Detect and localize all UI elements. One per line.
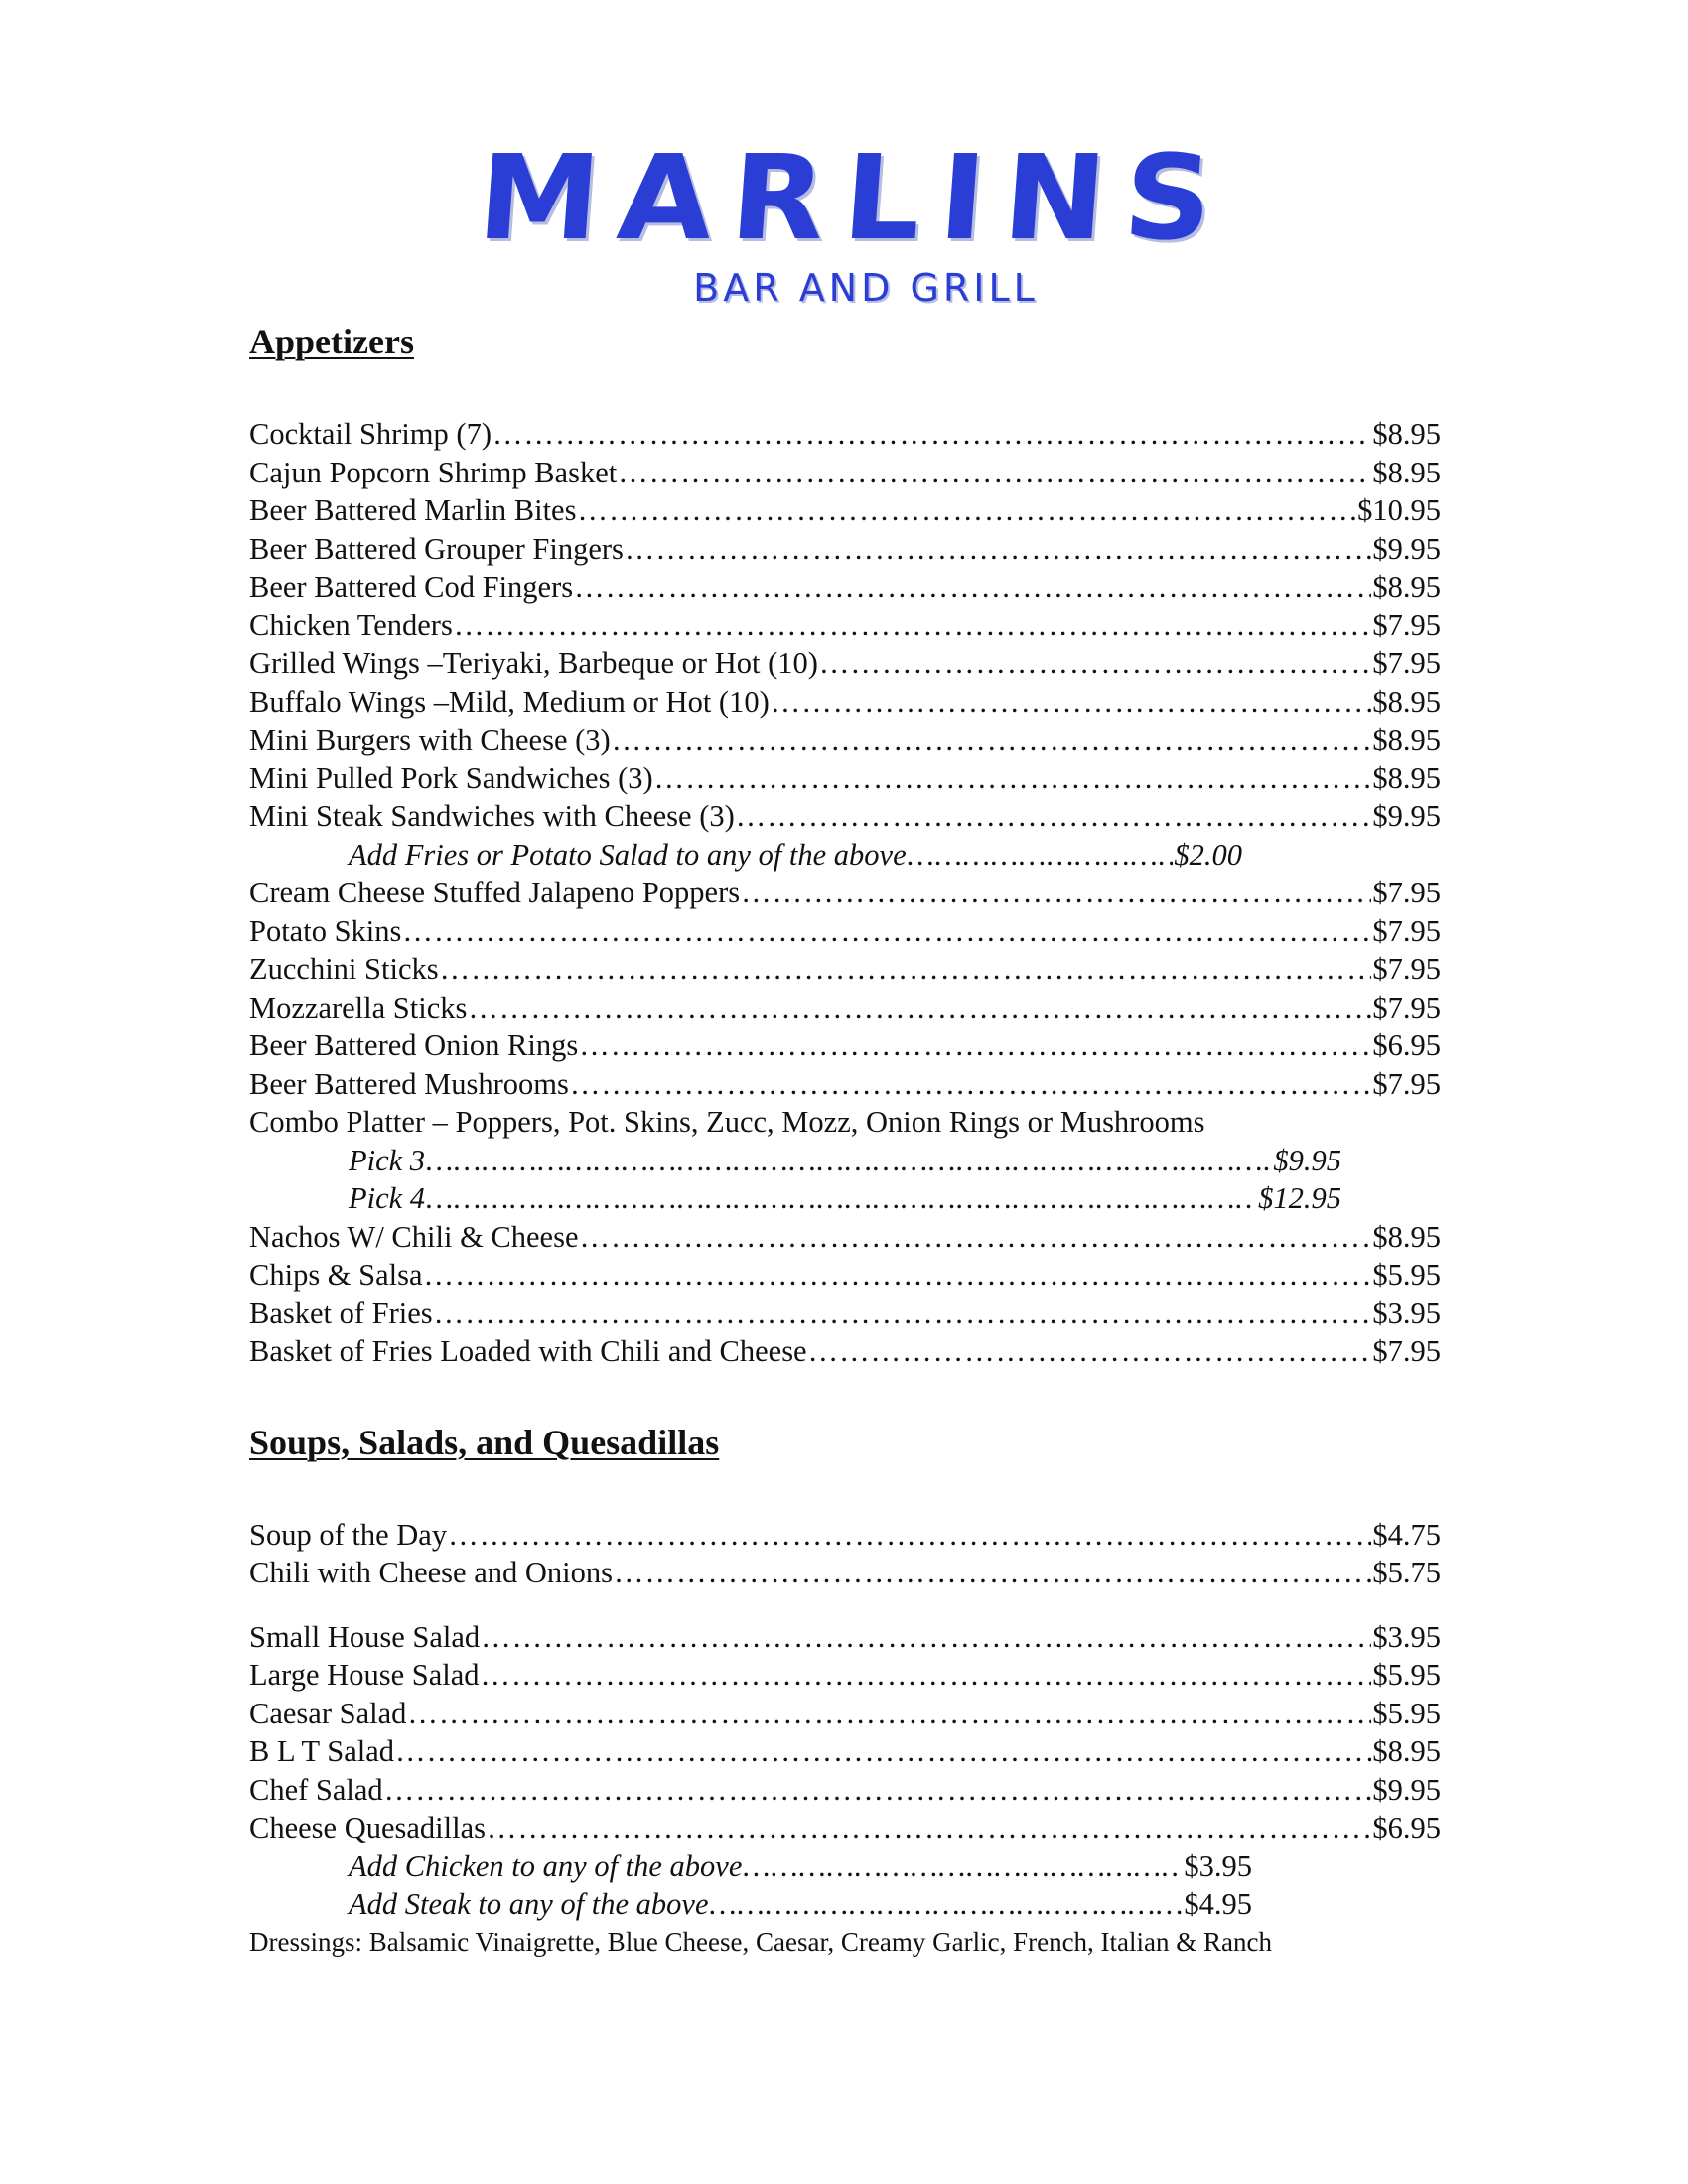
menu-item	[249, 1295, 1441, 1333]
dot-leader	[579, 1026, 1371, 1065]
menu-item	[249, 797, 1441, 836]
item-name: Small House Salad	[249, 1619, 481, 1654]
dot-leader	[574, 568, 1371, 607]
dot-leader	[426, 1179, 1257, 1218]
section-title-appetizers: Appetizers	[249, 322, 414, 361]
addon-price: $3.95	[1184, 1848, 1252, 1883]
dot-leader	[580, 1218, 1372, 1257]
item-name: Basket of Fries	[249, 1296, 433, 1330]
menu-item	[249, 491, 1441, 530]
item-name: Cajun Popcorn Shrimp Basket	[249, 455, 618, 489]
item-price: $4.75	[1372, 1517, 1441, 1552]
item-name: Chili with Cheese and Onions	[249, 1556, 613, 1589]
dot-leader	[577, 491, 1356, 530]
dot-leader	[407, 1695, 1371, 1733]
menu-item	[249, 683, 1441, 722]
menu-item	[249, 1732, 1441, 1771]
item-price: $9.95	[1372, 531, 1441, 566]
item-name: Beer Battered Cod Fingers	[249, 570, 574, 604]
menu-item	[249, 607, 1441, 645]
dot-leader	[743, 1847, 1183, 1886]
dot-leader	[614, 1554, 1371, 1592]
addon-item	[249, 1885, 1252, 1924]
item-price: $8.95	[1372, 760, 1441, 795]
menu-item	[249, 1332, 1441, 1371]
dot-leader	[384, 1771, 1372, 1810]
menu-item	[249, 1695, 1441, 1733]
menu-item	[249, 1809, 1441, 1847]
item-price: $8.95	[1372, 570, 1441, 604]
addon-name: Add Chicken to any of the above	[349, 1848, 743, 1883]
item-price: $9.95	[1372, 799, 1441, 833]
dot-leader	[654, 759, 1372, 798]
addon-price: $4.95	[1184, 1887, 1252, 1921]
item-name: Beer Battered Onion Rings	[249, 1028, 579, 1062]
item-price: $5.95	[1372, 1696, 1441, 1730]
item-price: $7.95	[1372, 990, 1441, 1024]
item-name: Buffalo Wings –Mild, Medium or Hot (10)	[249, 684, 770, 719]
addon-item	[249, 1847, 1252, 1886]
dot-leader	[741, 874, 1371, 912]
dot-leader	[448, 1516, 1371, 1555]
dot-leader	[908, 836, 1174, 875]
addon-name: Add Fries or Potato Salad to any of the above	[349, 837, 907, 872]
menu-item	[249, 950, 1441, 989]
menu-item	[249, 644, 1441, 683]
addon-price: $2.00	[1174, 837, 1242, 872]
combo-option	[249, 1142, 1341, 1180]
menu-item	[249, 1218, 1441, 1257]
item-price: $7.95	[1372, 1334, 1441, 1368]
dot-leader	[618, 454, 1371, 492]
item-name: Mini Steak Sandwiches with Cheese (3)	[249, 799, 735, 833]
menu-item	[249, 568, 1441, 607]
item-name: Zucchini Sticks	[249, 952, 439, 986]
item-name: Nachos W/ Chili & Cheese	[249, 1219, 579, 1254]
dot-leader	[771, 683, 1372, 722]
item-name: Large House Salad	[249, 1658, 480, 1692]
logo-subtitle: BAR AND GRILL	[693, 266, 1039, 310]
dot-leader	[440, 950, 1372, 989]
dot-leader	[625, 530, 1371, 569]
item-name: Beer Battered Mushrooms	[249, 1066, 569, 1101]
menu-content	[249, 320, 1441, 1960]
item-price: $6.95	[1372, 1811, 1441, 1844]
dot-leader	[808, 1332, 1372, 1371]
menu-item	[249, 454, 1441, 492]
item-name: B L T Salad	[249, 1734, 395, 1768]
item-price: $7.95	[1372, 913, 1441, 948]
menu-item	[249, 759, 1441, 798]
item-price: $5.95	[1372, 1258, 1441, 1292]
item-price: $7.95	[1372, 608, 1441, 642]
combo-option-price: $9.95	[1273, 1143, 1341, 1177]
soups-list	[249, 1516, 1441, 1592]
menu-item	[249, 530, 1441, 569]
item-name: Mini Pulled Pork Sandwiches (3)	[249, 760, 653, 795]
item-price: $6.95	[1372, 1028, 1441, 1062]
logo	[0, 129, 1688, 310]
dot-leader	[612, 721, 1372, 759]
item-name: Cream Cheese Stuffed Jalapeno Poppers	[249, 876, 741, 909]
dot-leader	[434, 1295, 1372, 1333]
menu-item	[249, 874, 1441, 912]
combo-option-name: Pick 4	[349, 1181, 426, 1215]
menu-item	[249, 1256, 1441, 1295]
item-name: Cheese Quesadillas	[249, 1811, 486, 1844]
item-price: $7.95	[1372, 646, 1441, 680]
menu-item	[249, 1771, 1441, 1810]
addon-item	[249, 836, 1242, 875]
menu-item	[249, 1618, 1441, 1657]
menu-item	[249, 721, 1441, 759]
item-name: Beer Battered Grouper Fingers	[249, 531, 624, 566]
salads-list	[249, 1618, 1441, 1924]
dot-leader	[468, 989, 1371, 1027]
item-price: $7.95	[1372, 952, 1441, 986]
item-price: $8.95	[1372, 417, 1441, 451]
dot-leader	[710, 1885, 1184, 1924]
dot-leader	[736, 797, 1372, 836]
dot-leader	[570, 1065, 1372, 1104]
item-price: $3.95	[1372, 1296, 1441, 1330]
item-price: $5.95	[1372, 1658, 1441, 1692]
item-price: $3.95	[1372, 1619, 1441, 1654]
item-price: $8.95	[1372, 1219, 1441, 1254]
item-name: Mozzarella Sticks	[249, 990, 468, 1024]
menu-item	[249, 989, 1441, 1027]
item-name: Potato Skins	[249, 913, 402, 948]
dressings-note: Dressings: Balsamic Vinaigrette, Blue Cheese, Caesar, Creamy Garlic, French, Italian & Ranch	[249, 1926, 1272, 1957]
item-price: $9.95	[1372, 1772, 1441, 1807]
item-name: Chef Salad	[249, 1772, 383, 1807]
logo-title: MARLINS	[473, 129, 1236, 266]
menu-item	[249, 1656, 1441, 1695]
combo-option-name: Pick 3	[349, 1143, 426, 1177]
item-price: $8.95	[1372, 1734, 1441, 1768]
item-price: $8.95	[1372, 723, 1441, 756]
item-name: Mini Burgers with Cheese (3)	[249, 723, 611, 756]
item-name: Basket of Fries Loaded with Chili and Cheese	[249, 1334, 807, 1368]
dot-leader	[454, 607, 1372, 645]
dot-leader	[819, 644, 1371, 683]
combo-platter	[249, 1103, 1441, 1142]
menu-item	[249, 1065, 1441, 1104]
combo-name: Combo Platter – Poppers, Pot. Skins, Zucc, Mozz, Onion Rings or Mushrooms	[249, 1105, 1205, 1139]
dot-leader	[402, 912, 1371, 951]
menu-item	[249, 1516, 1441, 1555]
appetizers-list	[249, 415, 1441, 1371]
section-title-soups-salads: Soups, Salads, and Quesadillas	[249, 1422, 720, 1462]
dot-leader	[481, 1618, 1371, 1657]
item-name: Cocktail Shrimp (7)	[249, 417, 492, 451]
item-name: Caesar Salad	[249, 1696, 407, 1730]
dot-leader	[395, 1732, 1371, 1771]
item-price: $10.95	[1357, 493, 1441, 527]
dot-leader	[492, 415, 1371, 454]
item-price: $7.95	[1372, 876, 1441, 909]
combo-option	[249, 1179, 1341, 1218]
menu-item	[249, 912, 1441, 951]
addon-name: Add Steak to any of the above	[349, 1887, 709, 1921]
item-price: $7.95	[1372, 1066, 1441, 1101]
menu-item	[249, 1554, 1441, 1592]
item-name: Chips & Salsa	[249, 1258, 423, 1292]
menu-item	[249, 415, 1441, 454]
item-price: $8.95	[1372, 684, 1441, 719]
item-price: $5.75	[1372, 1556, 1441, 1589]
dot-leader	[424, 1256, 1372, 1295]
dot-leader	[426, 1142, 1272, 1180]
item-price: $8.95	[1372, 455, 1441, 489]
combo-option-price: $12.95	[1258, 1181, 1341, 1215]
dot-leader	[487, 1809, 1371, 1847]
item-name: Chicken Tenders	[249, 608, 453, 642]
item-name: Soup of the Day	[249, 1517, 448, 1552]
dot-leader	[481, 1656, 1372, 1695]
item-name: Grilled Wings –Teriyaki, Barbeque or Hot (10)	[249, 646, 818, 680]
item-name: Beer Battered Marlin Bites	[249, 493, 577, 527]
menu-item	[249, 1026, 1441, 1065]
